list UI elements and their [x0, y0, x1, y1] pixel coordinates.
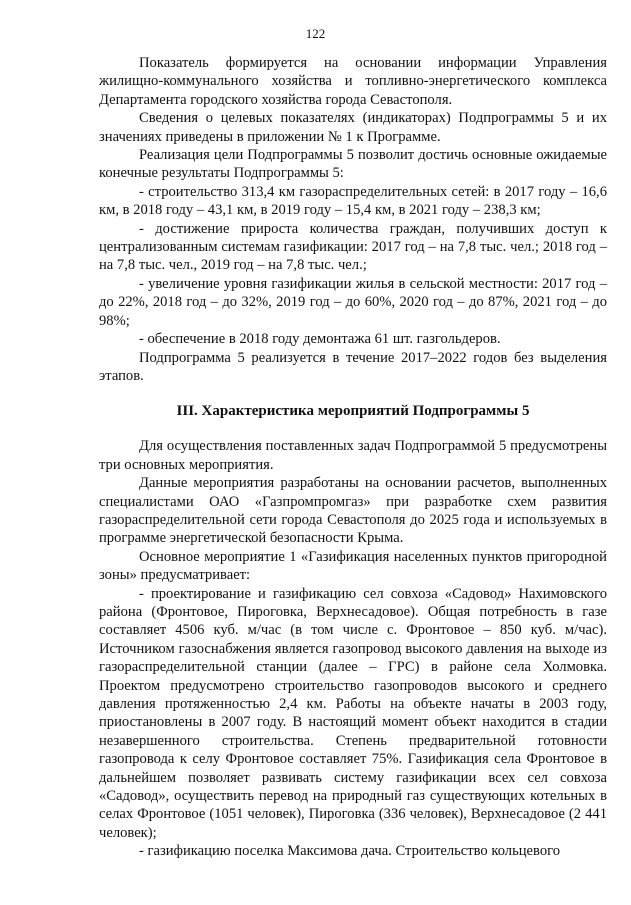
list-item-network-construction: - строительство 313,4 км газораспределительных сетей: в 2017 году – 16,6 км, в 2018 году – 43,1 км, в 2019 году – 15,4 км, в 2021 году – 238,3 км;: [99, 183, 607, 219]
section-heading: III. Характеристика мероприятий Подпрограммы 5: [176, 403, 530, 420]
list-item-rural-gasification: - увеличение уровня газификации жилья в сельской местности: 2017 год – до 22%, 2018 год – до 32%, 2019 год – до 60%, 2020 год – до 87%, 2021 год – до 98%;: [99, 275, 607, 329]
paragraph-measures-basis: Данные мероприятия разработаны на основании расчетов, выполненных специалистами ОАО «Газпромпромгаз» при разработке схем развития газораспределительной сети города Севастополя до 2025 года и используемых в программе энергетической безопасности Крыма.: [99, 475, 607, 547]
paragraph-implementation-period: Подпрограмма 5 реализуется в течение 2017–2022 годов без выделения этапов.: [99, 349, 607, 384]
paragraph-main-measures: Для осуществления поставленных задач Подпрограммой 5 предусмотрены три основных мероприятия.: [99, 438, 607, 473]
list-item-maksimova-dacha: - газификацию поселка Максимова дача. Строительство кольцевого: [139, 843, 561, 860]
paragraph-expected-results: Реализация цели Подпрограммы 5 позволит достичь основные ожидаемые конечные результаты Подпрограммы 5:: [99, 147, 607, 182]
paragraph-indicators-reference: Сведения о целевых показателях (индикаторах) Подпрограммы 5 и их значениях приведены в приложении № 1 к Программе.: [99, 110, 607, 145]
page-number: 122: [305, 26, 326, 41]
document-body: [99, 54, 607, 861]
list-item-gasholder-dismantling: - обеспечение в 2018 году демонтажа 61 шт. газгольдеров.: [139, 331, 501, 348]
list-item-sadovod-gasification: - проектирование и газификацию сел совхоза «Садовод» Нахимовского района (Фронтовое, Пироговка, Верхнесадовое). Общая потребность в газе составляет 4506 куб. м/час (в том числе с. Фронтовое – 850 куб. м/час). Источником газоснабжения является газопровод высокого давления на выходе из газораспределительной станции (далее – ГРС) в районе села Холмовка. Проектом предусмотрено строительство газопроводов высокого и среднего давления протяженностью 2,4 км. Работы на объекте начаты в 2003 году, приостановлены в 2007 году. В настоящий момент объект находится в стадии незавершенного строительства. Степень предварительной готовности газопровода к селу Фронтовое составляет 75%. Газификация села Фронтовое в дальнейшем позволяет развивать систему газификации всех сел совхоза «Садовод», осуществить перевод на природный газ существующих котельных в селах Фронтовое (1051 человек), Пироговка (336 человек), Верхнесадовое (2 441 человек);: [99, 585, 607, 841]
list-item-citizen-access: - достижение прироста количества граждан, получивших доступ к централизованным системам газификации: 2017 год – на 7,8 тыс. чел.; 2018 год – на 7,8 тыс. чел., 2019 год – на 7,8 тыс. чел.;: [99, 220, 607, 274]
paragraph-main-measure-1: Основное мероприятие 1 «Газификация населенных пунктов пригородной зоны» предусматривает:: [99, 548, 607, 584]
paragraph-indicator-source: Показатель формируется на основании информации Управления жилищно-коммунального хозяйства и топливно-энергетического комплекса Департамента городского хозяйства города Севастополя.: [99, 55, 607, 108]
